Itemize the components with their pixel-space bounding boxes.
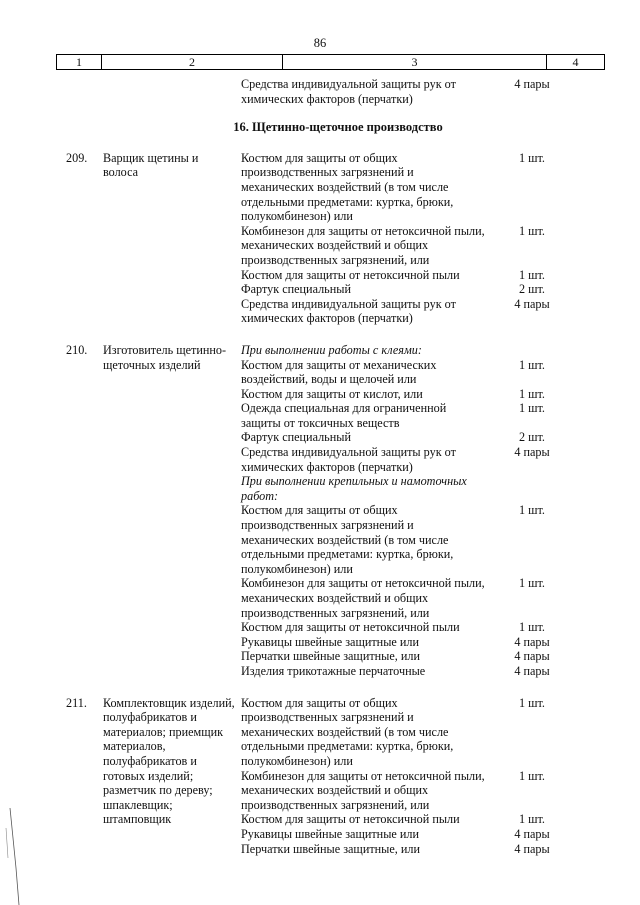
ppe-item-qty: 1 шт. bbox=[519, 150, 545, 165]
profession-name: Изготовитель щетинно-щеточных изделий bbox=[103, 342, 227, 372]
ppe-item bbox=[241, 620, 571, 635]
row-number: 210. bbox=[66, 342, 88, 357]
profession-name: Варщик щетины и волоса bbox=[103, 150, 199, 180]
section-title: 16. Щетинно-щеточное производство bbox=[233, 120, 443, 135]
ppe-item-qty bbox=[485, 343, 571, 358]
ppe-item-text: Костюм для защиты от механических воздействий, воды и щелочей или bbox=[241, 357, 437, 387]
ppe-item-qty: 1 шт. bbox=[519, 357, 545, 372]
ppe-item-text: Костюм для защиты от нетоксичной пыли bbox=[241, 812, 460, 827]
ppe-item-text: Костюм для защиты от кислот, или bbox=[241, 386, 423, 401]
ppe-list bbox=[241, 696, 571, 857]
ppe-item-qty: 2 шт. bbox=[519, 282, 545, 297]
ppe-item-qty: 1 шт. bbox=[519, 695, 545, 710]
ppe-item bbox=[241, 282, 571, 297]
ppe-item bbox=[241, 576, 571, 620]
row-number: 209. bbox=[66, 150, 88, 165]
ppe-item-qty: 4 пары bbox=[514, 826, 550, 841]
table-header bbox=[56, 54, 605, 70]
continuation-entry bbox=[0, 77, 640, 106]
header-col-4: 4 bbox=[546, 55, 604, 69]
ppe-item-text: Фартук специальный bbox=[241, 430, 351, 445]
ppe-item-qty: 4 пары bbox=[514, 634, 550, 649]
ppe-item-text: Костюм для защиты от общих производственных загрязнений и механических воздействий (в том числе отдельными предметами: куртка, брюки, полукомбинезон) или bbox=[241, 150, 454, 224]
ppe-item-qty: 1 шт. bbox=[519, 267, 545, 282]
ppe-item bbox=[241, 430, 571, 445]
ppe-item bbox=[241, 401, 571, 430]
ppe-item bbox=[241, 696, 571, 769]
ppe-item-text: Изделия трикотажные перчаточные bbox=[241, 663, 426, 678]
scan-mark bbox=[4, 808, 24, 905]
ppe-item-text: При выполнении крепильных и намоточных работ: bbox=[241, 474, 467, 503]
ppe-item-text: Костюм для защиты от общих производственных загрязнений и механических воздействий (в том числе отдельными предметами: куртка, брюки, полукомбинезон) или bbox=[241, 503, 454, 576]
ppe-item-text: Костюм для защиты от нетоксичной пыли bbox=[241, 620, 460, 635]
ppe-item-text: Костюм для защиты от нетоксичной пыли bbox=[241, 267, 460, 282]
ppe-item bbox=[241, 503, 571, 576]
ppe-item-qty: 1 шт. bbox=[519, 812, 545, 827]
ppe-item-text: Средства индивидуальной защиты рук от химических факторов (перчатки) bbox=[241, 445, 456, 474]
ppe-item-text: Рукавицы швейные защитные или bbox=[241, 634, 419, 649]
ppe-item-text: Фартук специальный bbox=[241, 282, 351, 297]
ppe-item-qty: 1 шт. bbox=[519, 223, 545, 238]
ppe-item-text: Средства индивидуальной защиты рук от химических факторов (перчатки) bbox=[241, 296, 456, 326]
ppe-item bbox=[241, 297, 571, 326]
ppe-item-qty: 2 шт. bbox=[519, 430, 545, 445]
ppe-item-qty: 1 шт. bbox=[519, 386, 545, 401]
row-spacer bbox=[0, 679, 640, 696]
document-body bbox=[0, 77, 640, 856]
ppe-item-qty: 1 шт. bbox=[519, 576, 545, 591]
ppe-item-qty: 4 пары bbox=[514, 841, 550, 856]
ppe-item bbox=[241, 387, 571, 402]
ppe-item bbox=[241, 635, 571, 650]
ppe-item-qty: 4 пары bbox=[514, 77, 550, 91]
profession-name: Комплектовщик изделий, полуфабрикатов и материалов; приемщик материалов, полуфабрикатов и готовых изделий; разметчик по дереву; шпаклевщик; штамповщик bbox=[103, 695, 235, 827]
header-col-2: 2 bbox=[101, 55, 282, 69]
ppe-item bbox=[241, 358, 571, 387]
ppe-item-qty bbox=[485, 474, 571, 503]
ppe-item bbox=[241, 842, 571, 857]
ppe-item-qty: 4 пары bbox=[514, 663, 550, 678]
row-number: 211. bbox=[66, 695, 87, 710]
ppe-item bbox=[241, 812, 571, 827]
ppe-item bbox=[241, 77, 571, 106]
page-number: 86 bbox=[313, 36, 327, 50]
ppe-item bbox=[241, 827, 571, 842]
condition-note bbox=[241, 343, 571, 358]
ppe-item bbox=[241, 769, 571, 813]
ppe-list bbox=[241, 343, 571, 679]
ppe-item bbox=[241, 649, 571, 664]
condition-note bbox=[241, 474, 571, 503]
ppe-item-text: Средства индивидуальной защиты рук от химических факторов (перчатки) bbox=[241, 77, 456, 106]
ppe-item-text: Комбинезон для защиты от нетоксичной пыли, механических воздействий и общих производственных загрязнений, или bbox=[241, 576, 485, 620]
ppe-item-qty: 4 пары bbox=[514, 649, 550, 664]
ppe-item-qty: 1 шт. bbox=[519, 620, 545, 635]
entries-list bbox=[0, 151, 640, 856]
ppe-item bbox=[241, 151, 571, 224]
ppe-item-text: Одежда специальная для ограниченной защиты от токсичных веществ bbox=[241, 401, 447, 430]
table-row bbox=[0, 343, 640, 679]
ppe-item bbox=[241, 664, 571, 679]
ppe-item-qty: 1 шт. bbox=[519, 401, 545, 416]
continuation-items bbox=[241, 77, 571, 106]
table-row bbox=[0, 696, 640, 857]
ppe-item-text: Комбинезон для защиты от нетоксичной пыли, механических воздействий и общих производственных загрязнений, или bbox=[241, 768, 485, 812]
ppe-item bbox=[241, 224, 571, 268]
ppe-item-qty: 4 пары bbox=[514, 445, 550, 460]
header-col-3: 3 bbox=[282, 55, 546, 69]
ppe-item-text: Перчатки швейные защитные, или bbox=[241, 649, 421, 664]
ppe-item-text: При выполнении работы с клеями: bbox=[241, 342, 422, 357]
ppe-item-text: Костюм для защиты от общих производственных загрязнений и механических воздействий (в том числе отдельными предметами: куртка, брюки, полукомбинезон) или bbox=[241, 695, 454, 768]
ppe-item-text: Комбинезон для защиты от нетоксичной пыли, механических воздействий и общих производственных загрязнений, или bbox=[241, 223, 485, 267]
ppe-item bbox=[241, 445, 571, 474]
ppe-item-text: Перчатки швейные защитные, или bbox=[241, 841, 421, 856]
header-col-1: 1 bbox=[76, 55, 82, 69]
ppe-item-text: Рукавицы швейные защитные или bbox=[241, 826, 419, 841]
table-row bbox=[0, 151, 640, 326]
ppe-list bbox=[241, 151, 571, 326]
ppe-item bbox=[241, 268, 571, 283]
row-spacer bbox=[0, 326, 640, 343]
ppe-item-qty: 1 шт. bbox=[519, 768, 545, 783]
ppe-item-qty: 4 пары bbox=[514, 296, 550, 311]
ppe-item-qty: 1 шт. bbox=[519, 503, 545, 518]
